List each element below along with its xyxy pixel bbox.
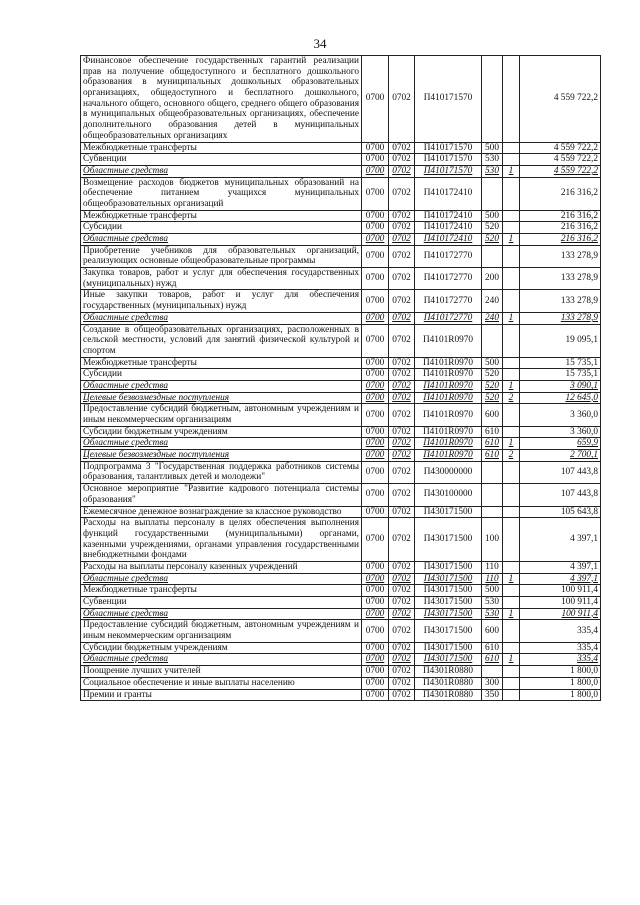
- amount-cell: 105 643,8: [520, 506, 601, 518]
- target-article-code-cell: П4101R0970: [415, 357, 482, 369]
- subsection-code-cell: 0702: [389, 689, 415, 701]
- section-code-cell: 0700: [362, 404, 389, 426]
- expense-type-code-cell: 110: [482, 573, 503, 585]
- funding-source-cell: [503, 177, 520, 210]
- page-number: 34: [313, 36, 327, 51]
- table-row: [81, 268, 601, 290]
- row-name-cell: Областные средства: [81, 312, 362, 324]
- subsection-code-cell: 0702: [389, 234, 415, 246]
- section-code-cell: 0700: [362, 142, 389, 154]
- amount-cell: 335,4: [520, 642, 601, 654]
- expense-type-code-cell: 520: [482, 222, 503, 234]
- target-article-code-cell: П4101R0970: [415, 392, 482, 404]
- target-article-code-cell: П4101R0970: [415, 438, 482, 450]
- subsection-code-cell: 0702: [389, 165, 415, 177]
- row-name-cell: Основное мероприятие "Развитие кадрового потенциала системы образования": [81, 484, 362, 506]
- amount-cell: 4 559 722,2: [520, 154, 601, 166]
- row-name-cell: Субсидии бюджетным учреждениям: [81, 426, 362, 438]
- expense-type-code-cell: 100: [482, 518, 503, 562]
- subsection-code-cell: 0702: [389, 438, 415, 450]
- table-row: [81, 597, 601, 609]
- table-row: [81, 506, 601, 518]
- row-name-cell: Субсидии бюджетным учреждениям: [81, 642, 362, 654]
- funding-source-cell: [503, 245, 520, 267]
- target-article-code-cell: П410172770: [415, 268, 482, 290]
- table-row: [81, 484, 601, 506]
- subsection-code-cell: 0702: [389, 426, 415, 438]
- amount-cell: 107 443,8: [520, 484, 601, 506]
- section-code-cell: 0700: [362, 585, 389, 597]
- expense-type-code-cell: 300: [482, 677, 503, 689]
- target-article-code-cell: П4101R0970: [415, 324, 482, 357]
- row-name-cell: Создание в общеобразовательных организациях, расположенных в сельской местности, условий для занятий физической культурой и спортом: [81, 324, 362, 357]
- amount-cell: 4 397,1: [520, 518, 601, 562]
- funding-source-cell: [503, 222, 520, 234]
- section-code-cell: 0700: [362, 518, 389, 562]
- table-row: [81, 245, 601, 267]
- funding-source-cell: [503, 677, 520, 689]
- section-code-cell: 0700: [362, 324, 389, 357]
- table-row: [81, 677, 601, 689]
- expense-type-code-cell: [482, 506, 503, 518]
- table-row: [81, 438, 601, 450]
- row-name-cell: Социальное обеспечение и иные выплаты населению: [81, 677, 362, 689]
- subsection-code-cell: 0702: [389, 506, 415, 518]
- expense-type-code-cell: 530: [482, 608, 503, 620]
- funding-source-cell: 1: [503, 608, 520, 620]
- table-row: [81, 426, 601, 438]
- funding-source-cell: [503, 404, 520, 426]
- target-article-code-cell: П410172770: [415, 312, 482, 324]
- subsection-code-cell: 0702: [389, 357, 415, 369]
- row-name-cell: Областные средства: [81, 573, 362, 585]
- expense-type-code-cell: 500: [482, 357, 503, 369]
- amount-cell: 100 911,4: [520, 608, 601, 620]
- funding-source-cell: [503, 561, 520, 573]
- target-article-code-cell: П4301R0880: [415, 666, 482, 678]
- target-article-code-cell: П4101R0970: [415, 404, 482, 426]
- funding-source-cell: [503, 210, 520, 222]
- target-article-code-cell: П430171500: [415, 573, 482, 585]
- funding-source-cell: [503, 268, 520, 290]
- expense-type-code-cell: 610: [482, 426, 503, 438]
- subsection-code-cell: 0702: [389, 245, 415, 267]
- table-row: [81, 404, 601, 426]
- section-code-cell: 0700: [362, 677, 389, 689]
- funding-source-cell: 2: [503, 392, 520, 404]
- subsection-code-cell: 0702: [389, 369, 415, 381]
- row-name-cell: Иные закупки товаров, работ и услуг для обеспечения государственных (муниципальных) нужд: [81, 290, 362, 312]
- subsection-code-cell: 0702: [389, 312, 415, 324]
- table-row: [81, 450, 601, 462]
- amount-cell: 1 800,0: [520, 689, 601, 701]
- target-article-code-cell: П430171500: [415, 506, 482, 518]
- table-row: [81, 654, 601, 666]
- subsection-code-cell: 0702: [389, 290, 415, 312]
- expense-type-code-cell: 240: [482, 312, 503, 324]
- table-row: [81, 518, 601, 562]
- subsection-code-cell: 0702: [389, 392, 415, 404]
- funding-source-cell: [503, 154, 520, 166]
- section-code-cell: 0700: [362, 312, 389, 324]
- amount-cell: 216 316,2: [520, 210, 601, 222]
- expense-type-code-cell: 530: [482, 597, 503, 609]
- expense-type-code-cell: 610: [482, 642, 503, 654]
- expense-type-code-cell: 610: [482, 438, 503, 450]
- funding-source-cell: 1: [503, 654, 520, 666]
- target-article-code-cell: П4101R0970: [415, 426, 482, 438]
- table-row: [81, 210, 601, 222]
- row-name-cell: Областные средства: [81, 654, 362, 666]
- row-name-cell: Субсидии: [81, 369, 362, 381]
- amount-cell: 15 735,1: [520, 369, 601, 381]
- subsection-code-cell: 0702: [389, 56, 415, 143]
- section-code-cell: 0700: [362, 268, 389, 290]
- row-name-cell: Поощрение лучших учителей: [81, 666, 362, 678]
- funding-source-cell: [503, 518, 520, 562]
- funding-source-cell: 1: [503, 165, 520, 177]
- section-code-cell: 0700: [362, 369, 389, 381]
- target-article-code-cell: П410172410: [415, 234, 482, 246]
- amount-cell: 107 443,8: [520, 461, 601, 483]
- table-row: [81, 608, 601, 620]
- section-code-cell: 0700: [362, 438, 389, 450]
- expense-type-code-cell: 350: [482, 689, 503, 701]
- funding-source-cell: [503, 689, 520, 701]
- funding-source-cell: [503, 484, 520, 506]
- target-article-code-cell: П4301R0880: [415, 677, 482, 689]
- row-name-cell: Областные средства: [81, 380, 362, 392]
- subsection-code-cell: 0702: [389, 177, 415, 210]
- funding-source-cell: [503, 620, 520, 642]
- amount-cell: 100 911,4: [520, 597, 601, 609]
- amount-cell: 1 800,0: [520, 677, 601, 689]
- row-name-cell: Межбюджетные трансферты: [81, 357, 362, 369]
- funding-source-cell: [503, 426, 520, 438]
- funding-source-cell: [503, 585, 520, 597]
- amount-cell: 133 278,9: [520, 268, 601, 290]
- amount-cell: 100 911,4: [520, 585, 601, 597]
- funding-source-cell: [503, 324, 520, 357]
- section-code-cell: 0700: [362, 484, 389, 506]
- funding-source-cell: 1: [503, 380, 520, 392]
- target-article-code-cell: П410171570: [415, 56, 482, 143]
- table-row: [81, 380, 601, 392]
- amount-cell: 2 700,1: [520, 450, 601, 462]
- target-article-code-cell: П410172410: [415, 177, 482, 210]
- amount-cell: 4 559 722,2: [520, 165, 601, 177]
- expense-type-code-cell: 530: [482, 165, 503, 177]
- section-code-cell: 0700: [362, 461, 389, 483]
- expense-type-code-cell: [482, 666, 503, 678]
- target-article-code-cell: П430100000: [415, 484, 482, 506]
- amount-cell: 19 095,1: [520, 324, 601, 357]
- row-name-cell: Предоставление субсидий бюджетным, автономным учреждениям и иным некоммерческим организациям: [81, 620, 362, 642]
- funding-source-cell: [503, 369, 520, 381]
- funding-source-cell: [503, 290, 520, 312]
- amount-cell: 335,4: [520, 620, 601, 642]
- row-name-cell: Субвенции: [81, 154, 362, 166]
- section-code-cell: 0700: [362, 689, 389, 701]
- row-name-cell: Расходы на выплаты персоналу казенных учреждений: [81, 561, 362, 573]
- table-row: [81, 666, 601, 678]
- section-code-cell: 0700: [362, 450, 389, 462]
- amount-cell: 3 360,0: [520, 426, 601, 438]
- amount-cell: 216 316,2: [520, 234, 601, 246]
- funding-source-cell: 1: [503, 234, 520, 246]
- expense-type-code-cell: 610: [482, 450, 503, 462]
- expense-type-code-cell: [482, 461, 503, 483]
- target-article-code-cell: П430171500: [415, 518, 482, 562]
- row-name-cell: Целевые безвозмездные поступления: [81, 392, 362, 404]
- row-name-cell: Закупка товаров, работ и услуг для обеспечения государственных (муниципальных) нужд: [81, 268, 362, 290]
- funding-source-cell: [503, 642, 520, 654]
- table-row: [81, 142, 601, 154]
- section-code-cell: 0700: [362, 245, 389, 267]
- subsection-code-cell: 0702: [389, 450, 415, 462]
- amount-cell: 216 316,2: [520, 177, 601, 210]
- row-name-cell: Областные средства: [81, 165, 362, 177]
- target-article-code-cell: П410171570: [415, 165, 482, 177]
- target-article-code-cell: П430000000: [415, 461, 482, 483]
- section-code-cell: 0700: [362, 654, 389, 666]
- subsection-code-cell: 0702: [389, 620, 415, 642]
- expense-type-code-cell: 530: [482, 154, 503, 166]
- table-row: [81, 222, 601, 234]
- section-code-cell: 0700: [362, 620, 389, 642]
- target-article-code-cell: П430171500: [415, 608, 482, 620]
- funding-source-cell: 1: [503, 573, 520, 585]
- expense-type-code-cell: 520: [482, 380, 503, 392]
- row-name-cell: Областные средства: [81, 608, 362, 620]
- amount-cell: 12 645,0: [520, 392, 601, 404]
- subsection-code-cell: 0702: [389, 461, 415, 483]
- section-code-cell: 0700: [362, 597, 389, 609]
- expense-type-code-cell: 200: [482, 268, 503, 290]
- section-code-cell: 0700: [362, 154, 389, 166]
- row-name-cell: Межбюджетные трансферты: [81, 210, 362, 222]
- budget-table-body: [81, 56, 601, 701]
- subsection-code-cell: 0702: [389, 573, 415, 585]
- table-row: [81, 620, 601, 642]
- subsection-code-cell: 0702: [389, 561, 415, 573]
- subsection-code-cell: 0702: [389, 324, 415, 357]
- table-row: [81, 585, 601, 597]
- target-article-code-cell: П410171570: [415, 154, 482, 166]
- row-name-cell: Приобретение учебников для образовательных организаций, реализующих основные общеобразовательные программы: [81, 245, 362, 267]
- subsection-code-cell: 0702: [389, 154, 415, 166]
- target-article-code-cell: П410171570: [415, 142, 482, 154]
- section-code-cell: 0700: [362, 392, 389, 404]
- amount-cell: 133 278,9: [520, 245, 601, 267]
- amount-cell: 3 360,0: [520, 404, 601, 426]
- section-code-cell: 0700: [362, 561, 389, 573]
- section-code-cell: 0700: [362, 222, 389, 234]
- section-code-cell: 0700: [362, 234, 389, 246]
- row-name-cell: Областные средства: [81, 234, 362, 246]
- table-row: [81, 573, 601, 585]
- amount-cell: 133 278,9: [520, 290, 601, 312]
- section-code-cell: 0700: [362, 177, 389, 210]
- table-row: [81, 154, 601, 166]
- subsection-code-cell: 0702: [389, 597, 415, 609]
- amount-cell: 3 090,1: [520, 380, 601, 392]
- funding-source-cell: [503, 506, 520, 518]
- section-code-cell: 0700: [362, 380, 389, 392]
- row-name-cell: Межбюджетные трансферты: [81, 585, 362, 597]
- target-article-code-cell: П4101R0970: [415, 450, 482, 462]
- expense-type-code-cell: 520: [482, 234, 503, 246]
- table-row: [81, 369, 601, 381]
- section-code-cell: 0700: [362, 506, 389, 518]
- section-code-cell: 0700: [362, 666, 389, 678]
- amount-cell: 15 735,1: [520, 357, 601, 369]
- section-code-cell: 0700: [362, 165, 389, 177]
- row-name-cell: Расходы на выплаты персоналу в целях обеспечения выполнения функций государственными (муниципальными) органами, казенными учреждениями, органами управления государственными внебюджетными фондами: [81, 518, 362, 562]
- expense-type-code-cell: [482, 324, 503, 357]
- section-code-cell: 0700: [362, 642, 389, 654]
- expense-type-code-cell: 600: [482, 620, 503, 642]
- table-row: [81, 357, 601, 369]
- subsection-code-cell: 0702: [389, 484, 415, 506]
- row-name-cell: Ежемесячное денежное вознаграждение за классное руководство: [81, 506, 362, 518]
- row-name-cell: Целевые безвозмездные поступления: [81, 450, 362, 462]
- subsection-code-cell: 0702: [389, 585, 415, 597]
- target-article-code-cell: П4101R0970: [415, 380, 482, 392]
- row-name-cell: Подпрограмма 3 "Государственная поддержка работников системы образования, талантливых детей и молодежи": [81, 461, 362, 483]
- row-name-cell: Межбюджетные трансферты: [81, 142, 362, 154]
- expense-type-code-cell: 520: [482, 369, 503, 381]
- subsection-code-cell: 0702: [389, 518, 415, 562]
- expense-type-code-cell: [482, 484, 503, 506]
- table-row: [81, 177, 601, 210]
- subsection-code-cell: 0702: [389, 222, 415, 234]
- section-code-cell: 0700: [362, 357, 389, 369]
- funding-source-cell: [503, 56, 520, 143]
- amount-cell: 216 316,2: [520, 222, 601, 234]
- funding-source-cell: [503, 142, 520, 154]
- target-article-code-cell: П410172770: [415, 245, 482, 267]
- section-code-cell: 0700: [362, 573, 389, 585]
- amount-cell: 133 278,9: [520, 312, 601, 324]
- target-article-code-cell: П4301R0880: [415, 689, 482, 701]
- target-article-code-cell: П410172770: [415, 290, 482, 312]
- funding-source-cell: [503, 666, 520, 678]
- row-name-cell: Предоставление субсидий бюджетным, автономным учреждениям и иным некоммерческим организациям: [81, 404, 362, 426]
- table-row: [81, 56, 601, 143]
- amount-cell: 4 397,1: [520, 573, 601, 585]
- funding-source-cell: 2: [503, 450, 520, 462]
- target-article-code-cell: П4101R0970: [415, 369, 482, 381]
- amount-cell: 4 559 722,2: [520, 56, 601, 143]
- budget-table: [80, 55, 601, 701]
- expense-type-code-cell: 500: [482, 142, 503, 154]
- amount-cell: 659,9: [520, 438, 601, 450]
- subsection-code-cell: 0702: [389, 404, 415, 426]
- expense-type-code-cell: 240: [482, 290, 503, 312]
- target-article-code-cell: П430171500: [415, 561, 482, 573]
- expense-type-code-cell: [482, 245, 503, 267]
- table-row: [81, 234, 601, 246]
- table-row: [81, 392, 601, 404]
- funding-source-cell: [503, 597, 520, 609]
- expense-type-code-cell: 600: [482, 404, 503, 426]
- section-code-cell: 0700: [362, 290, 389, 312]
- funding-source-cell: [503, 461, 520, 483]
- section-code-cell: 0700: [362, 210, 389, 222]
- row-name-cell: Финансовое обеспечение государственных гарантий реализации прав на получение общедоступного и бесплатного дошкольного образования в муниципальных дошкольных образовательных организациях, общедоступного и бесплатного дошкольного, начального общего, основного общего, среднего общего образования в муниципальных общеобразовательных организациях, обеспечение дополнительного образования детей в муниципальных общеобразовательных организациях: [81, 56, 362, 143]
- expense-type-code-cell: 520: [482, 392, 503, 404]
- table-row: [81, 312, 601, 324]
- table-row: [81, 290, 601, 312]
- section-code-cell: 0700: [362, 426, 389, 438]
- funding-source-cell: [503, 357, 520, 369]
- funding-source-cell: 1: [503, 312, 520, 324]
- table-row: [81, 461, 601, 483]
- target-article-code-cell: П430171500: [415, 654, 482, 666]
- subsection-code-cell: 0702: [389, 608, 415, 620]
- amount-cell: 4 397,1: [520, 561, 601, 573]
- table-row: [81, 165, 601, 177]
- expense-type-code-cell: 110: [482, 561, 503, 573]
- subsection-code-cell: 0702: [389, 642, 415, 654]
- row-name-cell: Возмещение расходов бюджетов муниципальных образований на обеспечение питанием учащихся муниципальных общеобразовательных организаций: [81, 177, 362, 210]
- table-row: [81, 324, 601, 357]
- subsection-code-cell: 0702: [389, 677, 415, 689]
- subsection-code-cell: 0702: [389, 380, 415, 392]
- expense-type-code-cell: 610: [482, 654, 503, 666]
- subsection-code-cell: 0702: [389, 142, 415, 154]
- target-article-code-cell: П430171500: [415, 585, 482, 597]
- amount-cell: 4 559 722,2: [520, 142, 601, 154]
- table-row: [81, 642, 601, 654]
- table-row: [81, 689, 601, 701]
- expense-type-code-cell: [482, 56, 503, 143]
- section-code-cell: 0700: [362, 608, 389, 620]
- row-name-cell: Субсидии: [81, 222, 362, 234]
- section-code-cell: 0700: [362, 56, 389, 143]
- row-name-cell: Премии и гранты: [81, 689, 362, 701]
- amount-cell: 335,4: [520, 654, 601, 666]
- expense-type-code-cell: 500: [482, 585, 503, 597]
- row-name-cell: Субвенции: [81, 597, 362, 609]
- row-name-cell: Областные средства: [81, 438, 362, 450]
- expense-type-code-cell: 500: [482, 210, 503, 222]
- subsection-code-cell: 0702: [389, 268, 415, 290]
- target-article-code-cell: П430171500: [415, 597, 482, 609]
- subsection-code-cell: 0702: [389, 654, 415, 666]
- subsection-code-cell: 0702: [389, 666, 415, 678]
- table-row: [81, 561, 601, 573]
- subsection-code-cell: 0702: [389, 210, 415, 222]
- amount-cell: 1 800,0: [520, 666, 601, 678]
- target-article-code-cell: П430171500: [415, 620, 482, 642]
- target-article-code-cell: П430171500: [415, 642, 482, 654]
- expense-type-code-cell: [482, 177, 503, 210]
- target-article-code-cell: П410172410: [415, 222, 482, 234]
- funding-source-cell: 1: [503, 438, 520, 450]
- target-article-code-cell: П410172410: [415, 210, 482, 222]
